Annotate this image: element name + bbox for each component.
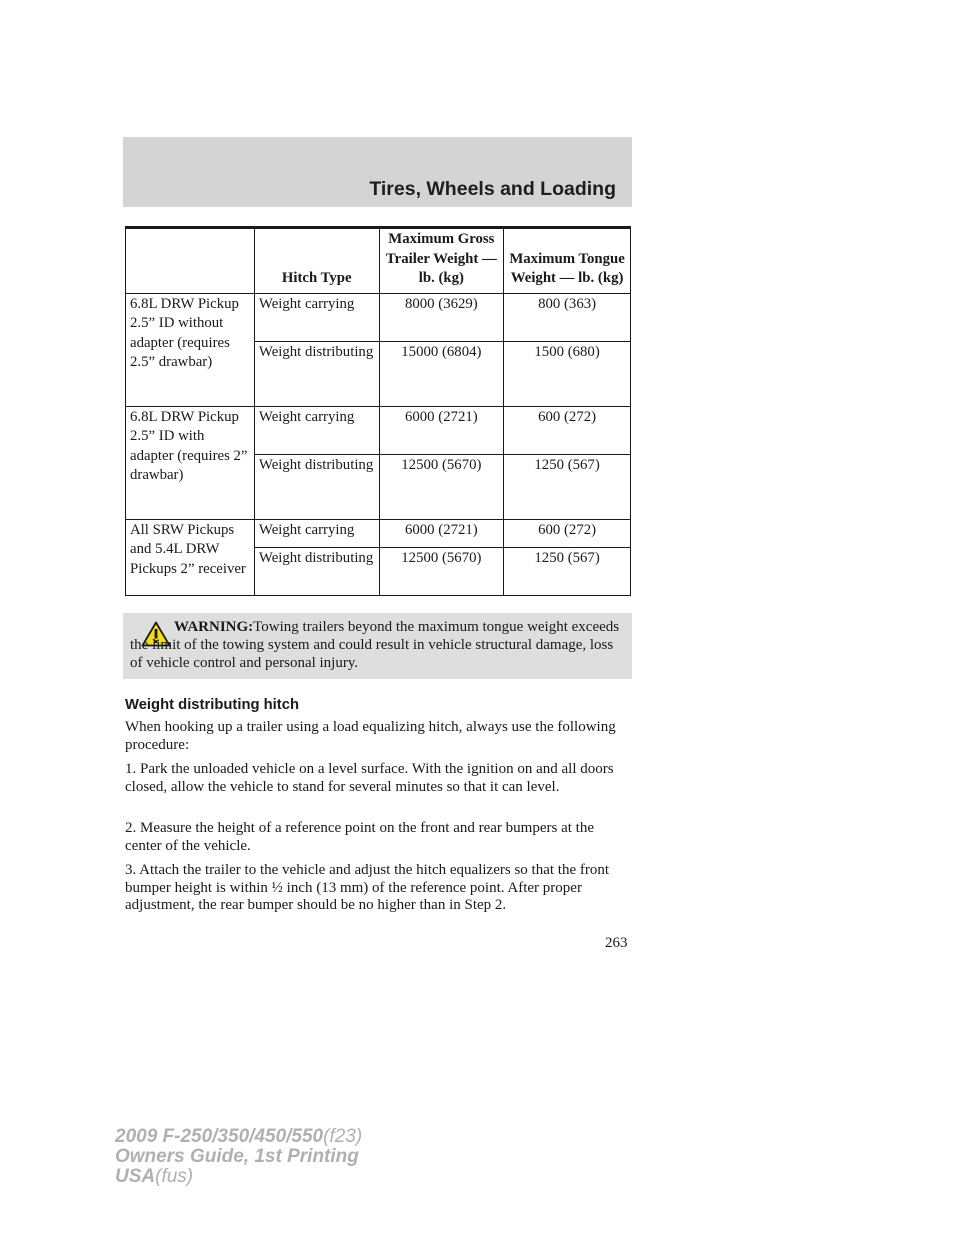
vehicle-cell: 6.8L DRW Pickup 2.5” ID with adapter (requires 2” drawbar): [126, 406, 255, 519]
paragraph: When hooking up a trailer using a load equalizing hitch, always use the following procedure:: [125, 719, 616, 753]
section-title: Tires, Wheels and Loading: [369, 178, 616, 200]
tongue-weight-cell: 1250 (567): [504, 454, 631, 519]
hitch-type-cell: Weight carrying: [254, 519, 379, 547]
warning-body: Towing trailers beyond the maximum tongue weight exceeds the limit of the towing system and could result in vehicle structural damage, loss of vehicle control and personal injury.: [130, 619, 620, 671]
tongue-weight-cell: 600 (272): [504, 406, 631, 454]
vehicle-cell: All SRW Pickups and 5.4L DRW Pickups 2” receiver: [126, 519, 255, 595]
table-header-row: [126, 228, 631, 294]
paragraph: 3. Attach the trailer to the vehicle and adjust the hitch equalizers so that the front bumper height is within ½ inch (13 mm) of the reference point. After proper adjustment, the rear bumper should be no higher than in Step 2.: [125, 862, 610, 913]
gross-weight-cell: 12500 (5670): [379, 454, 504, 519]
header-cell-hitch-type: Hitch Type: [254, 228, 379, 294]
tongue-weight-cell: 600 (272): [504, 519, 631, 547]
tongue-weight-cell: 800 (363): [504, 293, 631, 341]
table-row: [126, 293, 631, 341]
header-cell-tongue-weight: Maximum Tongue Weight — lb. (kg): [504, 228, 631, 294]
section-heading: Weight distributing hitch: [125, 697, 299, 713]
page-number: 263: [605, 935, 628, 951]
footer-line-printing: Owners Guide, 1st Printing: [115, 1146, 359, 1167]
header-cell-gross-weight: Maximum Gross Trailer Weight — lb. (kg): [379, 228, 504, 294]
hitch-type-cell: Weight distributing: [254, 341, 379, 406]
tongue-weight-cell: 1250 (567): [504, 547, 631, 595]
hitch-type-cell: Weight carrying: [254, 293, 379, 341]
table-row: [126, 406, 631, 454]
footer-line-model: 2009 F-250/350/450/550(f23): [115, 1126, 363, 1147]
gross-weight-cell: 6000 (2721): [379, 406, 504, 454]
hitch-type-cell: Weight distributing: [254, 454, 379, 519]
gross-weight-cell: 6000 (2721): [379, 519, 504, 547]
header-cell-vehicle: [126, 228, 255, 294]
paragraph: 2. Measure the height of a reference point on the front and rear bumpers at the center of the vehicle.: [125, 820, 594, 854]
gross-weight-cell: 8000 (3629): [379, 293, 504, 341]
section-header-band: [123, 137, 632, 207]
warning-text: [130, 618, 624, 672]
gross-weight-cell: 15000 (6804): [379, 341, 504, 406]
paragraph: 1. Park the unloaded vehicle on a level surface. With the ignition on and all doors closed, allow the vehicle to stand for several minutes so that it can level.: [125, 761, 614, 795]
gross-weight-cell: 12500 (5670): [379, 547, 504, 595]
warning-label: WARNING:: [174, 619, 254, 635]
hitch-type-cell: Weight carrying: [254, 406, 379, 454]
tongue-weight-cell: 1500 (680): [504, 341, 631, 406]
hitch-type-cell: Weight distributing: [254, 547, 379, 595]
trailer-weight-table: [125, 226, 631, 596]
warning-box: [123, 613, 632, 679]
vehicle-cell: 6.8L DRW Pickup 2.5” ID without adapter (requires 2.5” drawbar): [126, 293, 255, 406]
table-row: [126, 519, 631, 547]
footer-line-market: USA(fus): [115, 1166, 194, 1187]
print-footer: [115, 1127, 362, 1187]
